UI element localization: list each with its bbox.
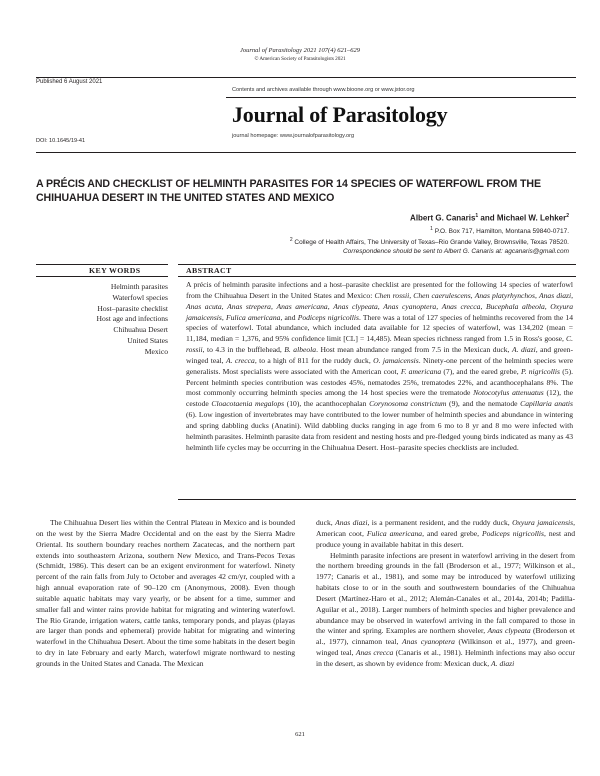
author-1-mark: 1 — [475, 213, 479, 219]
keyword-item: Waterfowl species — [112, 292, 168, 302]
italic-text-run: C. rossii — [186, 334, 573, 355]
text-run: , is a permanent resident, and the ruddy duck, — [367, 518, 513, 527]
text-run: , — [409, 290, 414, 300]
italic-text-run: Podiceps nigricollis — [481, 528, 544, 538]
author-and: and — [478, 213, 497, 223]
affiliation-1 — [149, 225, 569, 236]
contents-rule — [226, 97, 576, 98]
text-run: duck, — [316, 518, 336, 527]
italic-text-run: Podiceps nigricollis — [297, 312, 359, 322]
body-paragraph — [36, 518, 295, 670]
text-run: , — [436, 301, 442, 311]
keyword-list — [36, 282, 168, 358]
italic-text-run: Chen caerulescens — [413, 290, 471, 300]
keyword-item: Chihuahua Desert — [113, 325, 168, 335]
italic-text-run: A. crecca — [225, 355, 255, 365]
affiliation-2-text: College of Health Affairs, The University of Texas–Rio Grande Valley, Brownsville, Texas 78520. — [292, 239, 569, 247]
text-run: , and green-winged teal, — [186, 345, 573, 365]
keywords-heading: KEY WORDS — [89, 266, 141, 275]
italic-text-run: Capillaria anatis — [520, 399, 573, 409]
italic-text-run: Anas diazi — [538, 290, 572, 300]
text-run: , — [221, 301, 228, 311]
italic-text-run: Notocotylus attenuatus — [473, 388, 544, 398]
doi[interactable]: DOI: 10.1645/19-41 — [36, 138, 86, 144]
text-run: , to 4.3 in the bufflehead, — [202, 345, 285, 355]
author-2-mark: 2 — [566, 213, 569, 219]
text-run: , and — [280, 312, 298, 322]
affiliation-1-mark: 1 — [430, 226, 433, 232]
italic-text-run: Chen rossii — [374, 290, 410, 300]
keyword-item: Host age and infections — [96, 314, 168, 324]
text-run: , — [571, 290, 573, 300]
running-head — [0, 47, 600, 63]
text-run: , — [270, 301, 277, 311]
italic-text-run: O. jamaicensis — [373, 355, 419, 365]
italic-text-run: Anas platyrhynchos — [474, 290, 535, 300]
italic-text-run: Corynosoma constrictum — [369, 399, 447, 409]
italic-text-run: Anas clypeata — [333, 301, 378, 311]
text-run: (Broderson et al., 1977), cinnamon teal, — [316, 626, 575, 647]
italic-text-run: A. diazi — [491, 658, 515, 668]
text-run: A précis of helminth parasite infections and a host–parasite checklist are presented for the following 14 species of waterfowl from the Chihuahua Desert in the United States and Mexico: — [186, 280, 573, 300]
masthead-top-rule — [36, 77, 576, 78]
text-run: , — [534, 290, 539, 300]
text-run: (Canaris et al., 1981). Helminth infections may also occur in the desert, as shown by evidence from: Mexican duck, — [316, 648, 575, 668]
abstract-heading: ABSTRACT — [186, 266, 232, 275]
text-run: , and eared grebe, — [422, 528, 482, 538]
text-run: , — [470, 290, 475, 300]
italic-text-run: Anas americana — [276, 301, 328, 311]
masthead-bottom-rule — [36, 152, 576, 153]
affiliation-1-text: P.O. Box 717, Hamilton, Montana 59840-0717. — [432, 228, 569, 236]
abstract-head-rule — [178, 276, 576, 277]
affiliations — [149, 225, 569, 256]
page-number: 621 — [295, 731, 305, 738]
text-run: (12), the cestode — [186, 388, 573, 409]
contents-note: Contents and archives available through www.bioone.org or www.jstor.org — [232, 87, 415, 93]
body-column-right — [316, 518, 575, 670]
italic-text-run: Anas crecca — [355, 648, 394, 658]
text-run: Helminth parasite infections are present in waterfowl arriving in the desert from the northern breeding grounds in the fall (Broderson et al., 1977; Wilkinson et al., 1977; Canaris et al., 1981), and some may be introduced by waterfowl utilizing habitats close to or in the south and southwestern boundaries of the Chihuahua Desert (Martínez-Haro et al., 2012; Alemán-Canales et al., 2014a, 2014b; Padilla-Aguilar et al., 2018). Larger numbers of helminth species and higher prevalence and abundance may be observed in waterfowl arriving in the fall compared to those in the winter and spring. Examples are northern shoveler, — [316, 550, 575, 636]
italic-text-run: Fulica americana — [225, 312, 281, 322]
abstract-bottom-rule — [178, 499, 576, 500]
body-paragraph — [316, 551, 575, 670]
keywords-head-rule — [36, 276, 168, 277]
author-1: Albert G. Canaris — [410, 213, 476, 223]
text-run: , — [377, 301, 384, 311]
abstract-text — [186, 280, 573, 454]
keyword-item: Host–parasite checklist — [97, 303, 168, 313]
italic-text-run: Oxyura jamaicensis — [186, 301, 574, 322]
text-run: (6). Low ingestion of invertebrates may have contributed to the lower number of helminth species and abundance in wintering and spring dabbling ducks (Anatini). Wild dabbling ducks ranging in age from 6 mo to 8 yr and 8 mo were infected with helminth parasites. Helminth parasite data from resident and nesting hosts and pre-fledged young birds indicated as many as 43 helminth life cycles may be occurring in the Chihuahua Desert. Host–parasite species checklists are included. — [186, 410, 573, 452]
text-run: . Host mean abundance ranged from 7.5 in the Mexican duck, — [316, 345, 512, 355]
italic-text-run: Anas acuta — [186, 301, 222, 311]
published-date: Published 6 August 2021 — [36, 79, 103, 85]
italic-text-run: F. americana — [400, 366, 442, 376]
correspondence: Correspondence should be sent to Albert G. Canaris at: agcanaris@gmail.com — [342, 248, 569, 256]
copyright-line: © American Society of Parasitologists 2021 — [254, 56, 346, 62]
text-run: , to a high of 811 for the ruddy duck, — [254, 355, 374, 365]
affiliation-2 — [149, 236, 569, 247]
journal-homepage[interactable]: journal homepage: www.journalofparasitology.org — [232, 133, 355, 139]
italic-text-run: P. nigricollis — [520, 366, 560, 376]
text-run: , — [327, 301, 334, 311]
text-run: , — [544, 301, 551, 311]
italic-text-run: Anas cyanoptera — [402, 637, 455, 647]
journal-citation: Journal of Parasitology 2021 107(4) 621–629 — [239, 47, 361, 54]
italic-text-run: Oxyura jamaicensis — [512, 518, 574, 527]
italic-text-run: B. albeola — [284, 345, 317, 355]
italic-text-run: Anas diazi — [335, 518, 368, 527]
italic-text-run: Anas strepera — [227, 301, 271, 311]
text-run: , — [480, 301, 486, 311]
text-run: (Wilkinson et al., 1977), and green-winged teal, — [316, 637, 576, 658]
article-title: A PRÉCIS AND CHECKLIST OF HELMINTH PARASITES FOR 14 SPECIES OF WATERFOWL FROM THE CHIHUAHUA DESERT IN THE UNITED STATES AND MEXICO — [36, 178, 541, 204]
text-run: (10), the acanthocephalan — [284, 399, 370, 409]
abstract-top-rule — [178, 264, 576, 265]
text-run: , — [221, 312, 226, 322]
author-2: Michael W. Lehker — [496, 213, 567, 223]
italic-text-run: Cloacotaenia megalops — [211, 399, 285, 409]
italic-text-run: Anas cyanoptera — [383, 301, 437, 311]
text-run: , American coot, — [316, 518, 576, 538]
italic-text-run: Anas clypeata — [487, 626, 531, 636]
keyword-item: United States — [127, 335, 168, 345]
keywords-top-rule — [36, 264, 168, 265]
affiliation-2-mark: 2 — [289, 237, 293, 244]
author-line — [410, 213, 569, 223]
italic-text-run: Anas crecca — [441, 301, 481, 311]
text-run: (7), and the eared grebe, — [441, 366, 521, 376]
journal-name: Journal of Parasitology — [232, 102, 448, 127]
body-column-left — [36, 518, 295, 670]
italic-text-run: Bucephala albeola — [485, 301, 545, 311]
italic-text-run: A. diazi — [511, 345, 536, 355]
text-run: . There was a total of 127 species of helminths recovered from the 14 species of waterfowl. Total abundance, which included data available for 12 species of waterfowl, was 134,202 (mean = 11,184, median = 1,376, and 95% confidence limit [CL] = 14,485). Mean species richness ranged from 1.5 in Ross's goose, — [186, 312, 574, 344]
text-run: (9), and the nematode — [446, 399, 521, 409]
italic-text-run: Fulica americana — [366, 528, 423, 538]
text-run: (5). Percent helminth species contribution was cestodes 45%, nematodes 25%, trematodes 22%, and acanthocephalans 8%. The most commonly occurring helminth species among the 14 host species were the trematode — [186, 366, 574, 398]
text-run: , nest and produce young in available habitat in this desert. — [316, 528, 575, 549]
body-paragraph — [316, 518, 575, 551]
keyword-item: Helminth parasites — [110, 282, 168, 291]
keyword-item: Mexico — [144, 346, 168, 356]
text-run: The Chihuahua Desert lies within the Central Plateau in Mexico and is bounded on the west by the Sierra Madre Occidental and on the east by the Sierra Madre Oriental. Its southern boundary reaches northern Zacatecas, and the northern part extends into southeastern Arizona, southern New Mexico, and Trans-Pecos Texas (Schmidt, 1986). This desert can be an exigent environment for waterfowl. Ninety percent of the rain falls from July to October and averages 42 cm/yr, coupled with a high annual evaporation rate of 90–120 cm (Anonymous, 2008). Even though suitable aquatic habitats may vary yearly, or be absent for a time, summer and smaller fall and winter rains provide habitat for migrating and wintering waterfowl. The Rio Grande, irrigation waters, cattle tanks, temporary ponds, and playas (playas are larger than ponds and ephemeral) provide habitat for migrating and wintering waterfowl in the Chihuahua Desert. About the time some habitats in the desert begin to dry in late February and early March, waterfowl migrate northward to nesting grounds in the United States and Canada. The Mexican — [36, 518, 295, 668]
text-run: . Ninety-one percent of the helminth species were generalists. Most specialists were associated with the American coot, — [186, 355, 573, 376]
